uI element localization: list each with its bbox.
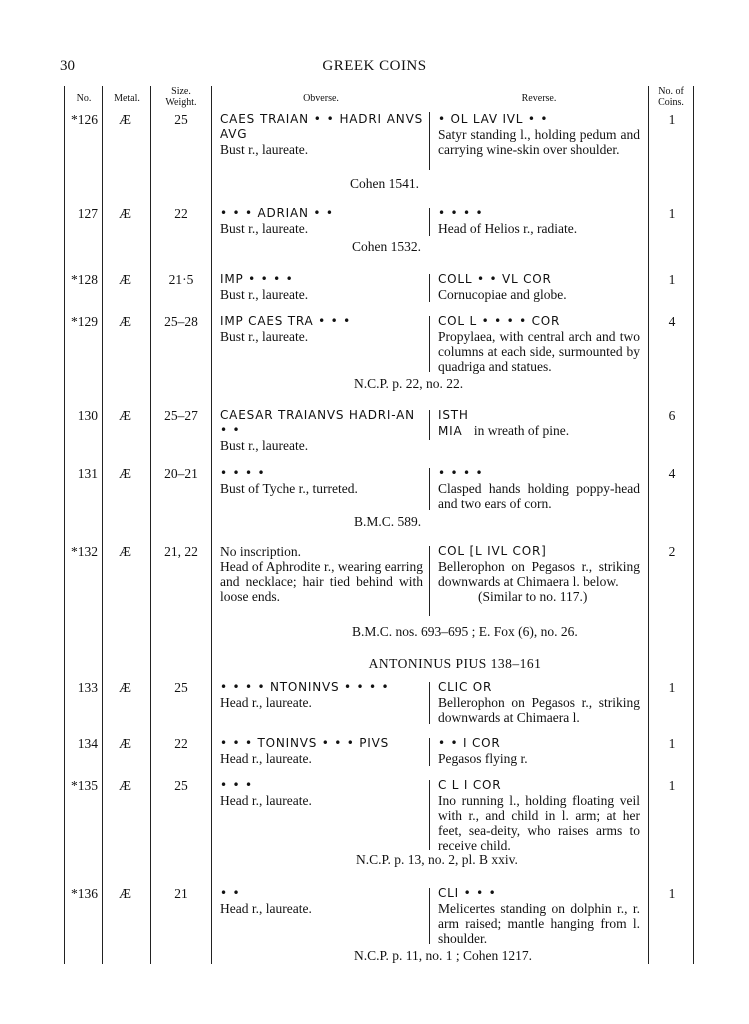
reverse-legend: • • I COR (438, 736, 501, 750)
reverse-description: Head of Helios r., radiate. (438, 221, 578, 236)
column-divider (429, 888, 430, 944)
obverse-description: Bust r., laureate. (220, 142, 309, 157)
reverse-legend: COL L • • • • COR (438, 314, 561, 328)
entry-reverse (438, 886, 640, 946)
reference-line: N.C.P. p. 22, no. 22. (354, 376, 464, 391)
reverse-legend: COLL • • VL COR (438, 272, 552, 286)
obverse-description: Head r., laureate. (220, 695, 312, 710)
reference-line: B.M.C. 589. (354, 514, 422, 529)
entry-count: 4 (668, 314, 676, 329)
obverse-legend: • • • (220, 778, 253, 792)
entry-number: *132 (71, 544, 98, 559)
obverse-legend: • • • • (220, 466, 266, 480)
entry-obverse (220, 680, 423, 710)
entry-reverse (438, 680, 640, 725)
reverse-description: Ino running l., holding floating veil with r., and child in l. arm; at her feet, sea-deity, who raises arms to receive child. (438, 793, 640, 853)
entry-metal: Æ (118, 886, 131, 901)
entry-count: 2 (668, 544, 676, 559)
column-divider (429, 208, 430, 236)
entry-obverse (220, 112, 423, 157)
entry-count: 1 (668, 680, 676, 695)
column-divider (429, 112, 430, 170)
obverse-description: Head r., laureate. (220, 901, 312, 916)
entry-metal: Æ (118, 112, 131, 127)
entry-count: 1 (668, 272, 676, 287)
reverse-description: Melicertes standing on dolphin r., r. arm raised; mantle hanging from l. shoulder. (438, 901, 640, 946)
rule-size-obverse (211, 86, 212, 964)
rule-reverse-count (648, 86, 649, 964)
obverse-legend: • • • TONINVS • • • PIVS (220, 736, 390, 750)
entry-count: 6 (668, 408, 676, 423)
entry-metal: Æ (118, 736, 131, 751)
entry-obverse (220, 408, 423, 453)
obverse-legend: • • (220, 886, 241, 900)
entry-number: *136 (71, 886, 98, 901)
reference-line: Cohen 1532. (352, 239, 421, 254)
reverse-description: Bellerophon on Pegasos r., striking downwards at Chimaera l. below. (438, 559, 640, 589)
obverse-description: Bust r., laureate. (220, 287, 309, 302)
entry-number: *128 (71, 272, 98, 287)
reverse-description: Satyr standing l., holding pedum and carrying wine-skin over shoulder. (438, 127, 640, 157)
entry-number: *135 (71, 778, 98, 793)
header-size: Size. (171, 86, 191, 97)
column-divider (429, 780, 430, 850)
entry-size: 25–28 (164, 314, 198, 329)
entry-obverse (220, 778, 423, 808)
header-no: No. (76, 93, 92, 104)
entry-size: 21·5 (168, 272, 194, 287)
obverse-description: Bust of Tyche r., turreted. (220, 481, 358, 496)
entry-reverse (438, 466, 640, 511)
entry-count: 1 (668, 736, 676, 751)
reverse-description: Cornucopiae and globe. (438, 287, 567, 302)
page-number: 30 (60, 58, 75, 74)
obverse-legend: IMP • • • • (220, 272, 294, 286)
reverse-legend: C L I COR (438, 778, 502, 792)
reference-line: Cohen 1541. (350, 176, 419, 191)
entry-reverse (438, 314, 640, 374)
reverse-legend: ISTH (438, 408, 469, 422)
obverse-description: Bust r., laureate. (220, 438, 309, 453)
entry-reverse (438, 272, 640, 302)
entry-size: 20–21 (164, 466, 198, 481)
entry-metal: Æ (118, 408, 131, 423)
entry-size: 25 (174, 680, 188, 695)
entry-reverse (438, 778, 640, 853)
obverse-legend: IMP CAES TRA • • • (220, 314, 352, 328)
entry-count: 1 (668, 886, 676, 901)
section-heading: ANTONINUS PIUS 138–161 (368, 656, 542, 671)
obverse-legend: CAES TRAIAN • • HADRI ANVS AVG (220, 112, 423, 141)
entry-count: 1 (668, 112, 676, 127)
entry-metal: Æ (118, 778, 131, 793)
entry-size: 21 (174, 886, 188, 901)
header-metal: Metal. (114, 93, 140, 104)
entry-number: 134 (77, 736, 98, 751)
entry-metal: Æ (118, 314, 131, 329)
entry-reverse (438, 544, 640, 604)
reverse-description: Clasped hands holding poppy-head and two ears of corn. (438, 481, 640, 511)
entry-size: 22 (174, 206, 188, 221)
rule-no-metal (102, 86, 103, 964)
header-no-of: No. of (658, 86, 684, 97)
obverse-description: Head r., laureate. (220, 751, 312, 766)
header-obverse: Obverse. (303, 93, 339, 104)
column-divider (429, 316, 430, 372)
reverse-note: (Similar to no. 117.) (478, 589, 588, 604)
column-divider (429, 682, 430, 724)
entry-number: *129 (71, 314, 98, 329)
rule-metal-size (150, 86, 151, 964)
entry-count: 1 (668, 778, 676, 793)
entry-obverse (220, 466, 423, 496)
entry-obverse (220, 736, 423, 766)
reference-line: B.M.C. nos. 693–695 ; E. Fox (6), no. 26. (352, 624, 578, 639)
entry-reverse (438, 112, 640, 157)
column-divider (429, 738, 430, 766)
column-divider (429, 468, 430, 510)
obverse-description: Bust r., laureate. (220, 329, 309, 344)
reverse-description: Propylaea, with central arch and two columns at each side, surmounted by quadriga and statues. (438, 329, 640, 374)
header-reverse: Reverse. (521, 93, 557, 104)
reverse-description: in wreath of pine. (473, 423, 570, 438)
entry-number: 127 (77, 206, 98, 221)
entry-reverse (438, 736, 640, 766)
reverse-legend: • • • • (438, 466, 484, 480)
reverse-legend: • OL LAV IVL • • (438, 112, 549, 126)
reverse-legend: CLI • • • (438, 886, 497, 900)
entry-reverse (438, 206, 640, 236)
entry-number: 130 (77, 408, 98, 423)
entry-metal: Æ (118, 466, 131, 481)
column-divider (429, 546, 430, 616)
reverse-legend-2: MIA (438, 424, 463, 438)
column-divider (429, 410, 430, 440)
entry-obverse (220, 544, 423, 604)
header-weight: Weight. (165, 97, 197, 108)
entry-number: 131 (77, 466, 98, 481)
obverse-legend: • • • ADRIAN • • (220, 206, 334, 220)
reverse-legend: • • • • (438, 206, 484, 220)
entry-size: 22 (174, 736, 188, 751)
entry-metal: Æ (118, 544, 131, 559)
obverse-legend: • • • • NTONINVS • • • • (220, 680, 390, 694)
reverse-description: Pegasos flying r. (438, 751, 528, 766)
entry-number: *126 (71, 112, 98, 127)
obverse-no-inscription: No inscription. (220, 544, 301, 559)
reference-line: N.C.P. p. 11, no. 1 ; Cohen 1217. (354, 948, 533, 963)
entry-obverse (220, 206, 423, 236)
reverse-legend-line-2 (438, 423, 640, 439)
entry-size: 25 (174, 112, 188, 127)
reverse-legend: CLIC OR (438, 680, 493, 694)
reference-line: N.C.P. p. 13, no. 2, pl. B xxiv. (356, 852, 518, 867)
running-head: GREEK COINS (322, 58, 427, 74)
entry-number: 133 (77, 680, 98, 695)
entry-metal: Æ (118, 272, 131, 287)
entry-obverse (220, 272, 423, 302)
entry-metal: Æ (118, 206, 131, 221)
header-coins: Coins. (658, 97, 684, 108)
reverse-description: Bellerophon on Pegasos r., striking downwards at Chimaera l. (438, 695, 640, 725)
entry-count: 1 (668, 206, 676, 221)
entry-size: 21, 22 (164, 544, 198, 559)
reverse-legend: COL [L IVL COR] (438, 544, 547, 558)
obverse-description: Bust r., laureate. (220, 221, 309, 236)
rule-right (693, 86, 694, 964)
column-divider (429, 274, 430, 302)
obverse-legend: CAESAR TRAIANVS HADRI-AN • • (220, 408, 415, 437)
entry-metal: Æ (118, 680, 131, 695)
entry-size: 25–27 (164, 408, 198, 423)
entry-obverse (220, 886, 423, 916)
entry-reverse (438, 408, 640, 439)
obverse-description: Head r., laureate. (220, 793, 312, 808)
obverse-description: Head of Aphrodite r., wearing earring and necklace; hair tied behind with loose ends. (220, 559, 423, 604)
entry-obverse (220, 314, 423, 344)
entry-size: 25 (174, 778, 188, 793)
entry-count: 4 (668, 466, 676, 481)
